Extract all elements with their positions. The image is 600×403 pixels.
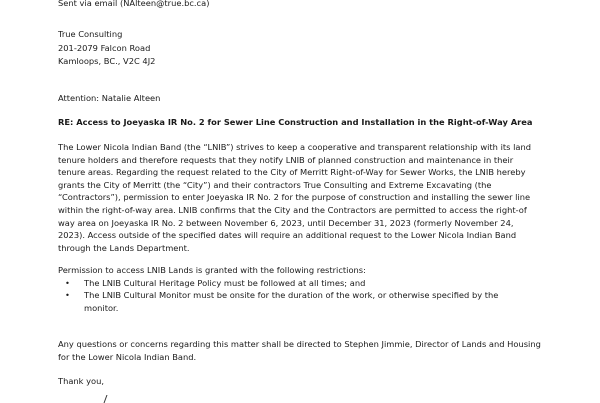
body-line: tenure holders and therefore requests that they notify LNIB of planned construction and maintenance in their: [58, 154, 514, 165]
recipient-address-line1: 201-2079 Falcon Road: [58, 42, 151, 53]
attention-line: [58, 93, 570, 104]
body-line: tenure areas. Regarding the request related to the City of Merritt Right-of-Way for Sewer Works, the LNIB hereby: [58, 167, 526, 178]
restriction-text: The LNIB Cultural Heritage Policy must be followed at all times; and: [84, 277, 366, 288]
restriction-item: [58, 290, 570, 313]
body-line: The Lower Nicola Indian Band (the “LNIB”) strives to keep a cooperative and transparent relationship with its land: [58, 142, 532, 152]
signature-mark: [104, 395, 112, 403]
closing-line: [58, 376, 570, 387]
bullet-icon: •: [65, 277, 70, 288]
restrictions-intro: Permission to access LNIB Lands is granted with the following restrictions:: [58, 265, 366, 275]
restriction-item: [58, 278, 570, 289]
body-line: through the Lands Department.: [58, 242, 190, 253]
questions-line: Any questions or concerns regarding this matter shall be directed to Stephen Jimmie, Director of Lands and Housing: [58, 339, 541, 349]
closing-text: Thank you,: [58, 376, 104, 386]
body-paragraph: [58, 142, 570, 253]
sent-via-line: [58, 0, 570, 9]
subject-text: RE: Access to Joeyaska IR No. 2 for Sewer Line Construction and Installation in the Right-of-Way Area: [58, 117, 533, 127]
questions-paragraph: [58, 339, 570, 362]
body-line: 2023). Access outside of the specified dates will require an additional request to the Lower Nicola Indian Band: [58, 230, 517, 241]
recipient-company: True Consulting: [58, 29, 123, 39]
body-line: grants the City of Merritt (the “City”) and their contractors True Consulting and Extreme Excavating (the: [58, 179, 492, 190]
restrictions-section: [58, 265, 570, 313]
restrictions-list: [58, 278, 570, 314]
body-line: way area on Joeyaska IR No. 2 between November 6, 2023, until December 31, 2023 (formerly November 24,: [58, 217, 514, 228]
restriction-text: The LNIB Cultural Monitor must be onsite for the duration of the work, or otherwise specified by the: [84, 290, 499, 301]
body-line: within the right-of-way area. LNIB confirms that the City and the Contractors are permitted to access the right-of: [58, 204, 527, 215]
sent-via-text: Sent via email (NAlteen@true.bc.ca): [58, 0, 210, 8]
questions-line: for the Lower Nicola Indian Band.: [58, 351, 197, 362]
recipient-address-line2: Kamloops, BC., V2C 4J2: [58, 56, 156, 67]
attention-text: Attention: Natalie Alteen: [58, 93, 161, 103]
recipient-address: [58, 29, 570, 67]
bullet-icon: •: [65, 290, 70, 301]
body-line: “Contractors”), permission to enter Joeyaska IR No. 2 for the purpose of construction and installing the sewer line: [58, 192, 531, 203]
restriction-text: monitor.: [84, 302, 119, 313]
subject-line: [58, 117, 570, 128]
